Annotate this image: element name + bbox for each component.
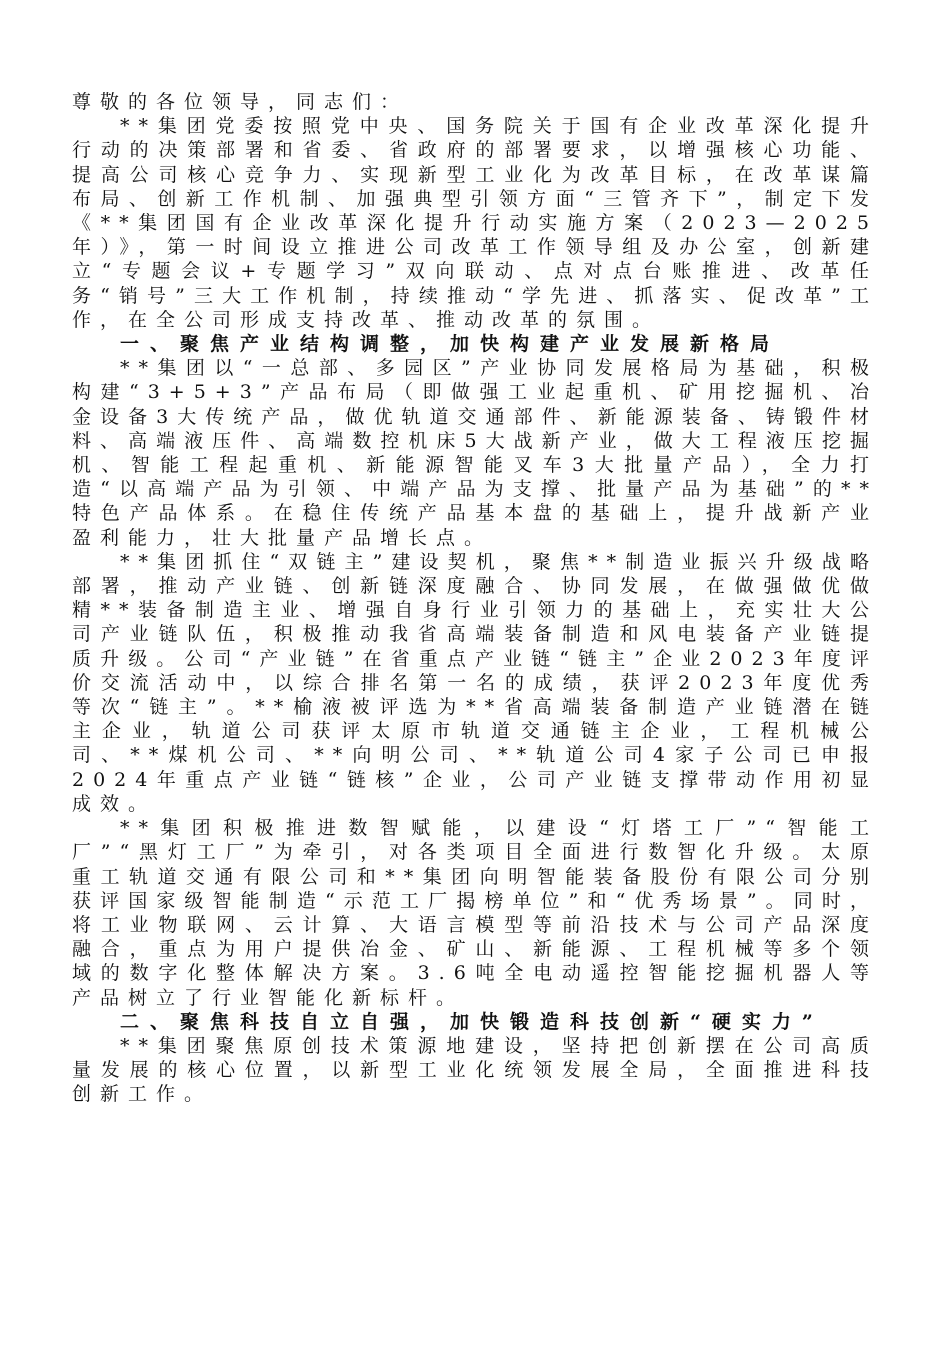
- section-1-paragraph-1: **集团以“一总部、多园区”产业协同发展格局为基础，积极构建“3+5+3”产品布局（即做强工业起重机、矿用挖掘机、冶金设备3大传统产品，做优轨道交通部件、新能源装备、铸锻件材料、高端液压件、高端数控机床5大战新产业，做大工程液压挖掘机、智能工程起重机、新能源智能叉车3大批量产品），全力打造“以高端产品为引领、中端产品为支撑、批量产品为基础”的**特色产品体系。在稳住传统产品基本盘的基础上，提升战新产业盈利能力，壮大批量产品增长点。: [72, 357, 878, 549]
- section-2-paragraph-1: **集团聚焦原创技术策源地建设，坚持把创新摆在公司高质量发展的核心位置，以新型工业化统领发展全局，全面推进科技创新工作。: [72, 1034, 878, 1106]
- intro-paragraph: **集团党委按照党中央、国务院关于国有企业改革深化提升行动的决策部署和省委、省政府的部署要求，以增强核心功能、提高公司核心竞争力、实现新型工业化为改革目标，在改革谋篇布局、创新工作机制、加强典型引领方面“三管齐下”，制定下发《**集团国有企业改革深化提升行动实施方案（2023—2025年）》，第一时间设立推进公司改革工作领导组及办公室，创新建立“专题会议+专题学习”双向联动、点对点台账推进、改革任务“销号”三大工作机制，持续推动“学先进、抓落实、促改革”工作，在全公司形成支持改革、推动改革的氛围。: [72, 115, 878, 331]
- salutation: 尊敬的各位领导，同志们：: [72, 91, 409, 113]
- document-page: [72, 90, 878, 1107]
- section-2-heading: 二、聚焦科技自立自强，加快锻造科技创新“硬实力”: [120, 1010, 824, 1033]
- section-1-paragraph-2: **集团抓住“双链主”建设契机，聚焦**制造业振兴升级战略部署，推动产业链、创新链深度融合、协同发展，在做强做优做精**装备制造主业、增强自身行业引领力的基础上，充实壮大公司产业链队伍，积极推动我省高端装备制造和风电装备产业链提质升级。公司“产业链”在省重点产业链“链主”企业2023年度评价交流活动中，以综合排名第一名的成绩，获评2023年度优秀等次“链主”。**榆液被评选为**省高端装备制造产业链潜在链主企业，轨道公司获评太原市轨道交通链主企业，工程机械公司、**煤机公司、**向明公司、**轨道公司4家子公司已申报2024年重点产业链“链核”企业，公司产业链支撑带动作用初显成效。: [72, 550, 878, 815]
- section-1-paragraph-3: **集团积极推进数智赋能，以建设“灯塔工厂”“智能工厂”“黑灯工厂”为牵引，对各类项目全面进行数智化升级。太原重工轨道交通有限公司和**集团向明智能装备股份有限公司分别获评国家级智能制造“示范工厂揭榜单位”和“优秀场景”。同时，将工业物联网、云计算、大语言模型等前沿技术与公司产品深度融合，重点为用户提供冶金、矿山、新能源、工程机械等多个领域的数字化整体解决方案。3.6吨全电动遥控智能挖掘机器人等产品树立了行业智能化新标杆。: [72, 817, 878, 1009]
- section-1-heading: 一、聚焦产业结构调整，加快构建产业发展新格局: [120, 333, 781, 356]
